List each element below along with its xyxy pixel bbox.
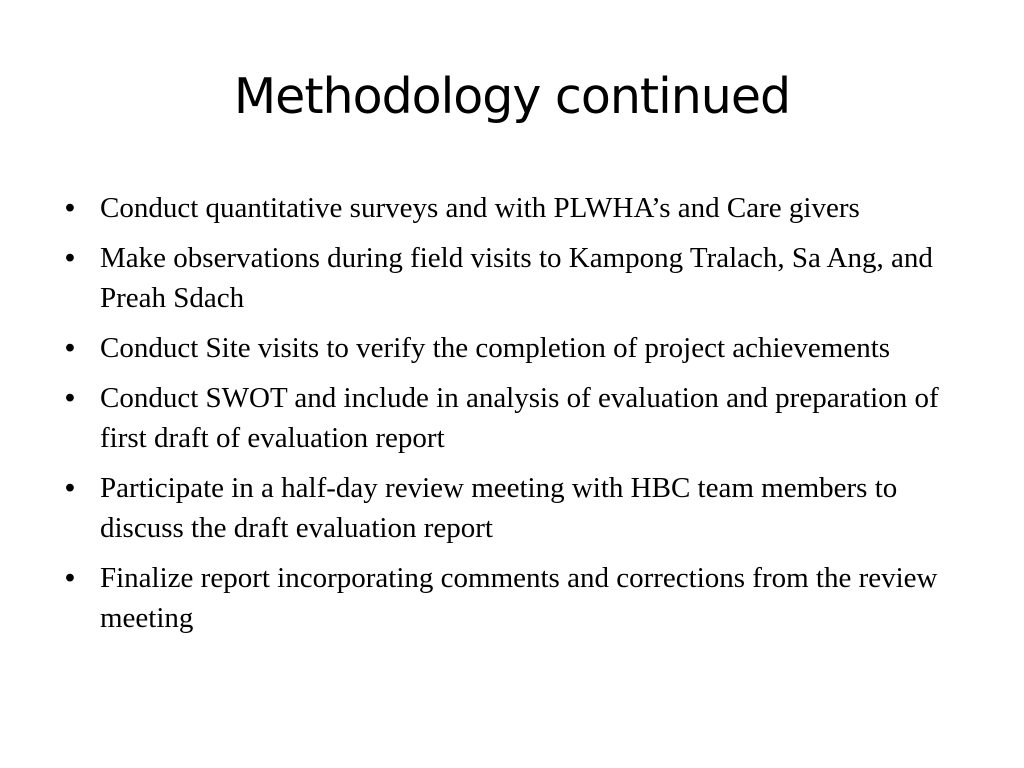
bullet-text: Conduct SWOT and include in analysis of evaluation and preparation of first draft of evaluation report <box>100 382 939 454</box>
bullet-icon: • <box>64 472 76 504</box>
bullet-text: Conduct Site visits to verify the completion of project achievements <box>100 332 891 364</box>
bullet-icon: • <box>64 382 76 414</box>
bullet-item <box>60 328 960 368</box>
bullet-icon: • <box>64 242 76 274</box>
bullet-text: Conduct quantitative surveys and with PLWHA’s and Care givers <box>100 192 860 224</box>
slide-title: Methodology continued <box>233 68 791 125</box>
bullet-item <box>60 378 960 458</box>
bullet-icon: • <box>64 332 76 364</box>
bullet-text: Participate in a half-day review meeting with HBC team members to discuss the draft evaluation report <box>100 472 898 544</box>
bullet-item <box>60 238 960 318</box>
bullet-text: Make observations during field visits to Kampong Tralach, Sa Ang, and Preah Sdach <box>100 242 933 314</box>
bullet-icon: • <box>64 192 76 224</box>
bullet-list <box>60 188 960 648</box>
bullet-icon: • <box>64 562 76 594</box>
bullet-item <box>60 558 960 638</box>
bullet-item <box>60 188 960 228</box>
bullet-text: Finalize report incorporating comments and corrections from the review meeting <box>100 562 938 634</box>
bullet-item <box>60 468 960 548</box>
